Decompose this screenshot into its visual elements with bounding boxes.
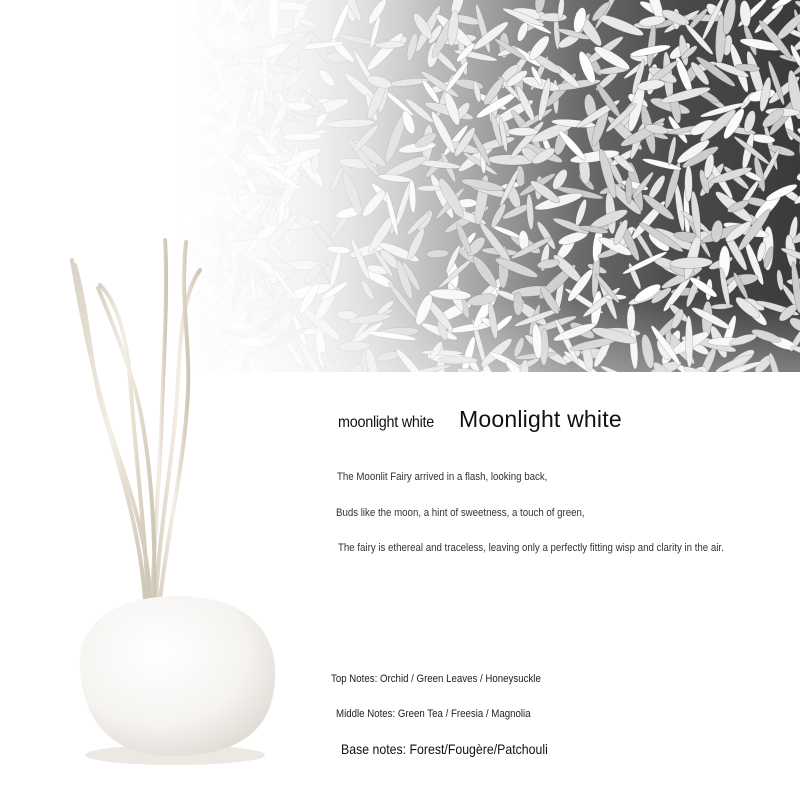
product-name-small: moonlight white [338, 414, 435, 431]
poem-line-3: The fairy is ethereal and traceless, leaving only a perfectly fitting wisp and clarity in the air. [338, 542, 724, 554]
poem-line-1: The Moonlit Fairy arrived in a flash, looking back, [337, 471, 548, 483]
middle-notes: Middle Notes: Green Tea / Freesia / Magnolia [336, 708, 531, 720]
diffuser-stone-vessel [80, 596, 276, 756]
tea-leaf [625, 177, 632, 204]
tea-leaf [417, 185, 442, 191]
tea-leaf [513, 292, 523, 316]
tea-leaf [508, 128, 539, 136]
poem-line-2: Buds like the moon, a hint of sweetness, a touch of green, [336, 507, 585, 519]
tea-leaf [627, 305, 636, 333]
reed-sticks [72, 240, 200, 600]
base-notes: Base notes: Forest/Fougère/Patchouli [341, 741, 548, 757]
product-name-large: Moonlight white [459, 406, 622, 432]
tea-leaf [268, 0, 279, 40]
reed-diffuser-image [60, 230, 290, 770]
top-notes: Top Notes: Orchid / Green Leaves / Honeysuckle [331, 673, 541, 685]
tea-leaf [421, 350, 462, 356]
